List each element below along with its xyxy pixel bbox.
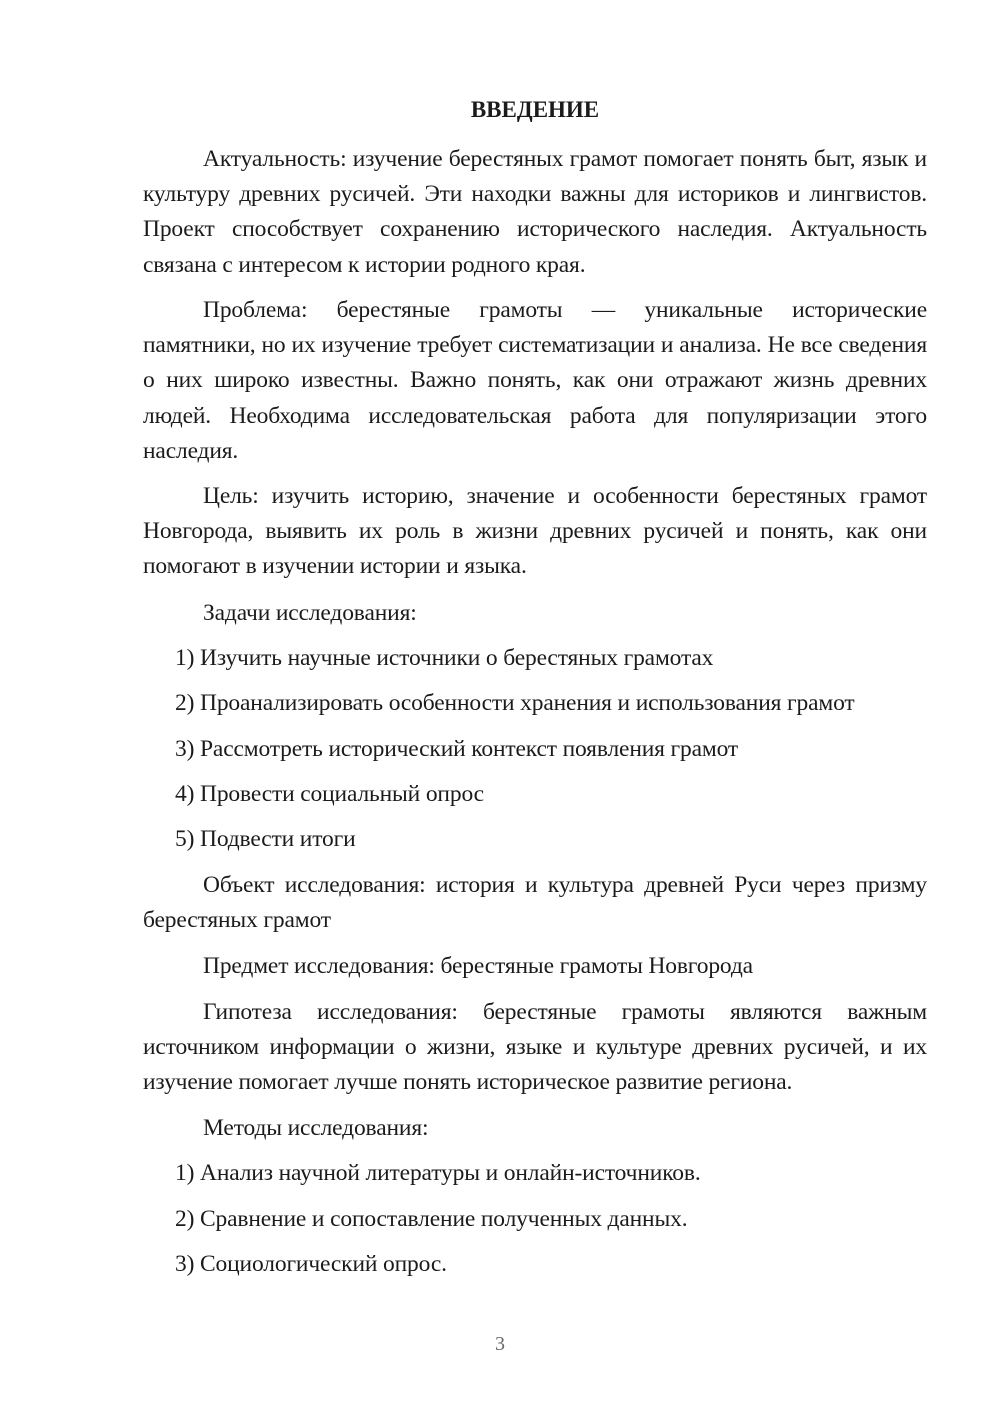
problem-paragraph: Проблема: берестяные грамоты — уникальные исторические памятники, но их изучение требует систематизации и анализа. Не все сведения о них широко известны. Важно понять, как они отражают жизнь древних людей. Необходима исследовательская работа для популяризации этого наследия. — [143, 297, 927, 464]
task-item-5: 5) Подвести итоги — [175, 826, 356, 852]
subject-paragraph: Предмет исследования: берестяные грамоты Новгорода — [203, 953, 753, 979]
methods-title: Методы исследования: — [203, 1115, 429, 1141]
hypothesis-paragraph: Гипотеза исследования: берестяные грамоты являются важным источником информации о жизни, языке и культуре древних русичей, и их изучение помогает лучше понять историческое развитие региона. — [143, 999, 927, 1096]
task-item-4: 4) Провести социальный опрос — [175, 781, 484, 807]
task-item-2: 2) Проанализировать особенности хранения и использования грамот — [175, 690, 855, 716]
method-item-2: 2) Сравнение и сопоставление полученных данных. — [175, 1206, 688, 1232]
method-item-1: 1) Анализ научной литературы и онлайн-источников. — [175, 1160, 701, 1186]
page-number: 3 — [495, 1333, 505, 1355]
tasks-title: Задачи исследования: — [203, 600, 417, 626]
task-item-3: 3) Рассмотреть исторический контекст появления грамот — [175, 736, 739, 762]
relevance-paragraph: Актуальность: изучение берестяных грамот помогает понять быт, язык и культуру древних русичей. Эти находки важны для историков и лингвистов. Проект способствует сохранению исторического наследия. Актуальность связана с интересом к истории родного края. — [143, 146, 927, 278]
task-item-1: 1) Изучить научные источники о берестяных грамотах — [175, 645, 714, 671]
method-item-3: 3) Социологический опрос. — [175, 1251, 447, 1277]
section-heading: ВВЕДЕНИЕ — [470, 97, 600, 122]
object-paragraph: Объект исследования: история и культура древней Руси через призму берестяных грамот — [143, 872, 927, 934]
goal-paragraph: Цель: изучить историю, значение и особенности берестяных грамот Новгорода, выявить их роль в жизни древних русичей и понять, как они помогают в изучении истории и языка. — [143, 483, 927, 580]
